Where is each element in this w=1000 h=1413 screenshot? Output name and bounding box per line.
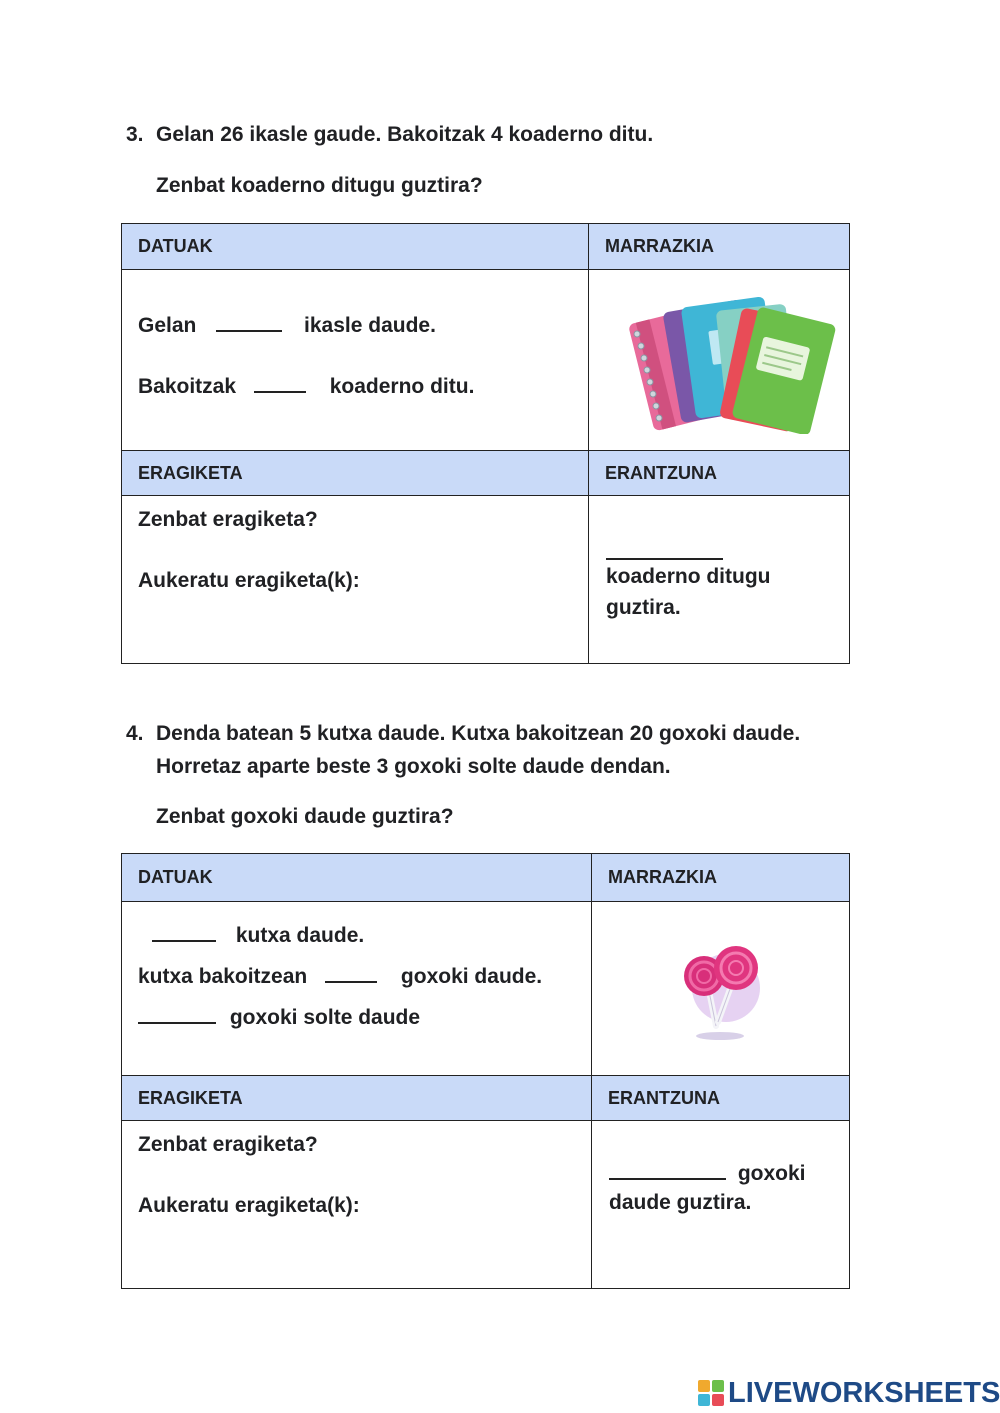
datuak-cell	[122, 902, 592, 1076]
answer-line-2: daude guztira.	[609, 1191, 752, 1214]
problem-3-question: Zenbat koaderno ditugu guztira?	[156, 174, 483, 197]
datuak-header: DATUAK	[122, 224, 589, 270]
answer-blank-loose-candies[interactable]	[138, 1004, 216, 1024]
answer-blank-total[interactable]	[606, 540, 723, 560]
data-line-3: goxoki solte daude	[138, 1004, 420, 1030]
data-line-1: kutxa daude.	[138, 922, 364, 948]
erantzuna-header: ERANTZUNA	[589, 451, 850, 496]
liveworksheets-logo	[698, 1376, 1000, 1410]
answer-line-1: koaderno ditugu	[606, 565, 771, 588]
erantzuna-header: ERANTZUNA	[592, 1076, 850, 1121]
problem-4-question: Zenbat goxoki daude guztira?	[156, 805, 454, 828]
answer-blank-candies-per-box[interactable]	[325, 963, 377, 983]
eragiketa-header: ERAGIKETA	[122, 451, 589, 496]
eragiketa-cell	[122, 496, 589, 664]
answer-blank-total[interactable]	[609, 1160, 726, 1180]
marrazkia-cell	[592, 902, 850, 1076]
data-line-2: kutxa bakoitzean goxoki daude.	[138, 965, 543, 988]
answer-blank-students[interactable]	[216, 312, 282, 332]
data-line-1: Gelan ikasle daude.	[138, 314, 436, 337]
operation-question: Zenbat eragiketa?	[138, 508, 318, 531]
notebooks-icon	[617, 284, 837, 434]
erantzuna-cell	[589, 496, 850, 664]
operation-question: Zenbat eragiketa?	[138, 1133, 318, 1156]
marrazkia-header: MARRAZKIA	[589, 224, 850, 270]
eragiketa-cell	[122, 1121, 592, 1289]
answer-line-2: guztira.	[606, 596, 681, 619]
datuak-cell	[122, 270, 589, 451]
datuak-header: DATUAK	[122, 854, 592, 902]
answer-line-1: goxoki	[609, 1160, 806, 1186]
marrazkia-header: MARRAZKIA	[592, 854, 850, 902]
erantzuna-cell	[592, 1121, 850, 1289]
problem-3-table	[121, 223, 850, 664]
logo-text: LIVEWORKSHEETS	[728, 1376, 1000, 1409]
answer-blank-notebooks[interactable]	[254, 373, 306, 393]
lollipops-icon	[672, 936, 772, 1046]
problem-3-number: 3.	[126, 123, 144, 146]
problem-4-number: 4.	[126, 722, 144, 745]
eragiketa-header: ERAGIKETA	[122, 1076, 592, 1121]
problem-4-table	[121, 853, 850, 1289]
problem-4-statement-line-2: Horretaz aparte beste 3 goxoki solte daude dendan.	[156, 755, 671, 778]
problem-3-statement: Gelan 26 ikasle gaude. Bakoitzak 4 koaderno ditu.	[156, 123, 654, 146]
answer-blank-boxes[interactable]	[152, 922, 216, 942]
marrazkia-cell	[589, 270, 850, 451]
problem-4-statement-line-1: Denda batean 5 kutxa daude. Kutxa bakoitzean 20 goxoki daude.	[156, 722, 801, 745]
operation-choose-label: Aukeratu eragiketa(k):	[138, 569, 360, 592]
data-line-2: Bakoitzak koaderno ditu.	[138, 375, 475, 398]
operation-choose-label: Aukeratu eragiketa(k):	[138, 1194, 360, 1217]
logo-mark-icon	[698, 1380, 724, 1406]
